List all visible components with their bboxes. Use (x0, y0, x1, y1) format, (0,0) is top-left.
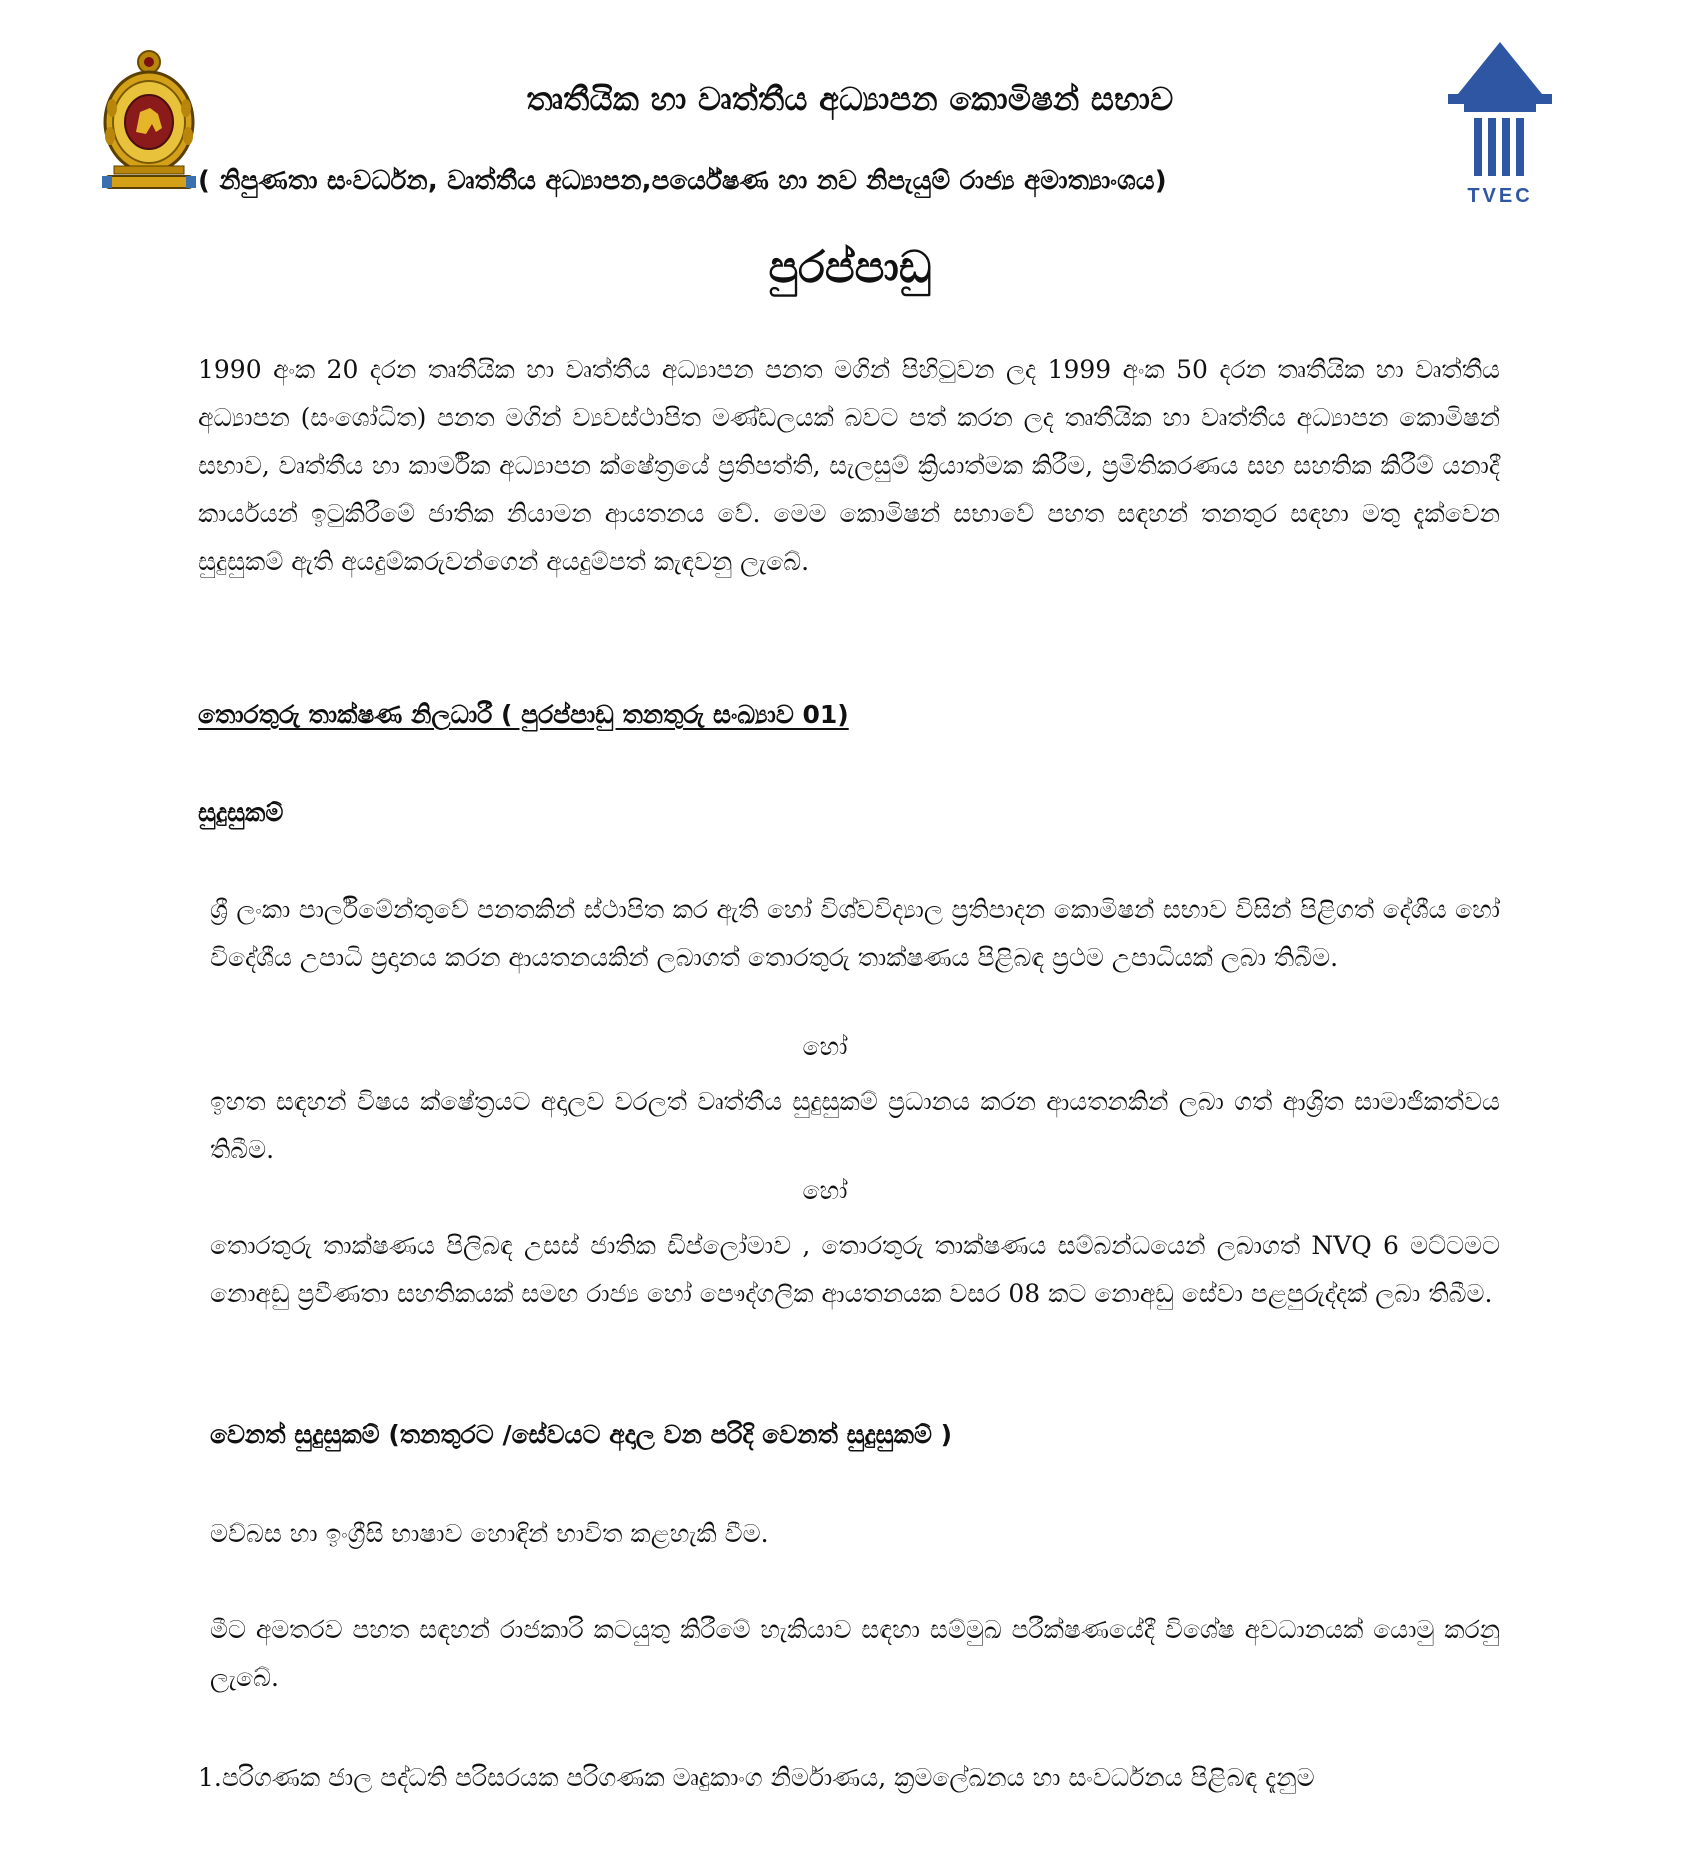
sri-lanka-emblem (100, 48, 198, 192)
ministry-name: ( නිපුණතා සංවර්ධන, වෘත්තීය අධ්‍යාපන,පර්යේෂණ හා නව නිපැයුම් රාජ්‍ය අමාත්‍යාංශය) (198, 166, 1167, 196)
or-separator: හෝ (802, 1032, 848, 1061)
other-qualifications-heading: වෙනත් සුදුසුකම් (තනතුරට /සේවයට අදාල වන පරිදි වෙනත් සුදුසුකම් ) (210, 1420, 953, 1449)
or-separator: හෝ (802, 1176, 848, 1205)
interview-note: මීට අමතරව පහත සඳහන් රාජකාරි කටයුතු කිරීමේ හැකියාව සඳහා සම්මුඛ පරීක්ෂණයේදී විශේෂ අවධානයක් යොමු කරනු ලැබේ. (210, 1615, 1500, 1692)
qualification-option-membership: ඉහත සඳහන් විෂය ක්ෂේත්‍රයට අදාලව වරලත් වෘත්තීය සුදුසුකම් ප්‍රධානය කරන ආයතනකින් ලබා ගත් ආශ්‍රිත සාමාජිකත්වය තිබීම. (210, 1087, 1500, 1164)
language-requirement: මව්බස හා ඉංග්‍රීසි භාෂාව හොඳින් භාවිත කළහැකි වීම. (210, 1519, 769, 1548)
tvec-logo-text: TVEC (1467, 185, 1533, 207)
page-title: පුරප්පාඩු (768, 242, 932, 293)
intro-paragraph: 1990 අංක 20 දරන තෘතීයික හා වෘත්තීය අධ්‍යාපන පනත මගින් පිහිටුවන ලද 1999 අංක 50 දරන තෘතීයික හා වෘත්තීය අධ්‍යාපන (සංශෝධිත) පනත මගින් ව්‍යවස්ථාපිත මණ්ඩලයක් බවට පත් කරන ලද තෘතීයික හා වෘත්තීය අධ්‍යාපන කොමිෂන් සභාව, වෘත්තීය හා කාර්මික අධ්‍යාපන ක්ෂේත්‍රයේ ප්‍රතිපත්ති, සැලසුම් ක්‍රියාත්මක කිරීම, ප්‍රමිතිකරණය සහ සහතික කිරීම් යනාදී කාර්යයන් ඉටුකිරීමේ ජාතික නියාමන ආයතනය වේ. මෙම කොමිෂන් සභාවේ පහත සඳහන් තනතුර සඳහා මතු දැක්වෙන සුදුසුකම් ඇති අයදුම්කරුවන්ගෙන් අයදුම්පත් කැඳවනු ලැබේ. (198, 355, 1500, 576)
position-heading: තොරතුරු තාක්ෂණ නිලධාරී ( පුරප්පාඩු තනතුරු සංඛ්‍යාව 01) (198, 700, 849, 729)
tvec-logo (1442, 40, 1558, 208)
qualification-option-diploma: තොරතුරු තාක්ෂණය පිලිබඳ උසස් ජාතික ඩිප්ලෝමාව , තොරතුරු තාක්ෂණය සම්බන්ධයෙන් ලබාගත් NVQ 6 මට්ටමට නොඅඩු ප්‍රවීණතා සහතිකයක් සමඟ රාජ්‍ය හෝ පෞද්ගලික ආයතනයක වසර 08 කට නොඅඩු සේවා පළපුරුද්දක් ලබා තිබීම. (210, 1231, 1500, 1308)
qualification-option-degree: ශ්‍රී ලංකා පාර්ලිමේන්තුවේ පනතකින් ස්ථාපිත කර ඇති හෝ විශ්වවිද්‍යාල ප්‍රතිපාදන කොමිෂන් සභාව විසින් පිළිගත් දේශීය හෝ විදේශීය උපාධි ප්‍රදානය කරන ආයතනයකින් ලබාගත් තොරතුරු තාක්ෂණය පිළිබඳ ප්‍රථම උපාධියක් ලබා තිබීම. (210, 895, 1500, 972)
duty-item-1: 1.පරිගණක ජාල පද්ධති පරිසරයක පරිගණක මෘදුකාංග නිර්මාණය, ක්‍රමලේඛනය හා සංවර්ධනය පිළිබඳ දැනුම (198, 1763, 1315, 1792)
organization-name: තෘතීයික හා වෘත්තීය අධ්‍යාපන කොමිෂන් සභාව (526, 80, 1174, 118)
qualifications-heading: සුදුසුකම් (198, 798, 284, 827)
